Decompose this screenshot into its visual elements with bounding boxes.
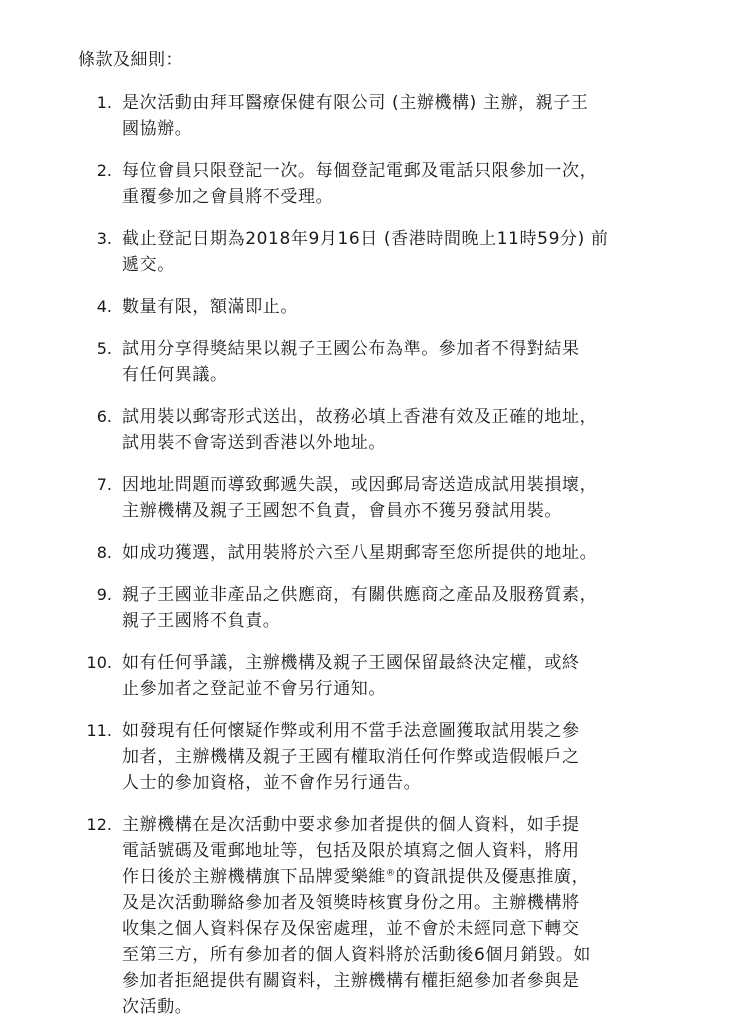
term-line: 親子王國將不負責。 — [122, 611, 281, 631]
term-line: 至第三方，所有參加者的個人資料將於活動後6個月銷毀。如 — [122, 945, 592, 965]
term-number: 12. — [86, 815, 112, 834]
term-text — [122, 650, 662, 702]
term-line: 參加者拒絕提供有關資料，主辦機構有權拒絕參加者參與是 — [122, 971, 580, 991]
term-line: 截止登記日期為2018年9月16日 (香港時間晚上11時59分) 前 — [122, 229, 609, 249]
term-line: 重覆參加之會員將不受理。 — [122, 187, 334, 207]
term-line-brand — [122, 864, 662, 890]
term-item-8 — [0, 540, 740, 566]
registered-mark: ® — [386, 868, 396, 879]
term-text — [122, 158, 662, 210]
term-line: 如發現有任何懷疑作弊或利用不當手法意圖獲取試用裝之參 — [122, 721, 580, 741]
term-item-2 — [0, 158, 740, 210]
terms-list — [0, 90, 740, 1036]
term-item-12 — [0, 812, 740, 1020]
term-line: 次活動。 — [122, 997, 193, 1017]
term-text — [122, 718, 662, 796]
term-line: 如成功獲選，試用裝將於六至八星期郵寄至您所提供的地址。 — [122, 543, 598, 563]
terms-heading: 條款及細則： — [78, 50, 183, 70]
term-text — [122, 540, 662, 566]
term-item-5 — [0, 336, 740, 388]
term-number: 6. — [96, 407, 112, 426]
term-line: 每位會員只限登記一次。每個登記電郵及電話只限參加一次， — [122, 161, 598, 181]
term-line: 親子王國並非產品之供應商，有關供應商之產品及服務質素， — [122, 585, 598, 605]
term-number: 11. — [86, 721, 112, 740]
brand-line-before: 作日後於主辦機構旗下品牌愛樂維 — [122, 867, 386, 887]
term-item-3 — [0, 226, 740, 278]
term-item-11 — [0, 718, 740, 796]
term-line: 人士的參加資格，並不會作另行通告。 — [122, 773, 422, 793]
term-text — [122, 294, 662, 320]
term-text — [122, 226, 662, 278]
term-text — [122, 336, 662, 388]
term-item-9 — [0, 582, 740, 634]
term-text — [122, 812, 662, 1020]
term-line: 有任何異議。 — [122, 365, 228, 385]
term-text — [122, 582, 662, 634]
term-number: 10. — [86, 653, 112, 672]
term-item-7 — [0, 472, 740, 524]
term-item-1 — [0, 90, 740, 142]
term-line: 是次活動由拜耳醫療保健有限公司 (主辦機構) 主辦，親子王 — [122, 93, 589, 113]
term-item-4 — [0, 294, 740, 320]
term-line: 遞交。 — [122, 255, 175, 275]
term-line: 收集之個人資料保存及保密處理，並不會於未經同意下轉交 — [122, 919, 580, 939]
term-line: 主辦機構在是次活動中要求參加者提供的個人資料，如手提 — [122, 815, 580, 835]
term-line: 加者，主辦機構及親子王國有權取消任何作弊或造假帳戶之 — [122, 747, 580, 767]
term-line: 試用裝以郵寄形式送出，故務必填上香港有效及正確的地址， — [122, 407, 598, 427]
term-text — [122, 90, 662, 142]
term-line: 止參加者之登記並不會另行通知。 — [122, 679, 386, 699]
term-line: 國協辦。 — [122, 119, 193, 139]
term-line: 如有任何爭議，主辦機構及親子王國保留最終決定權，或終 — [122, 653, 580, 673]
term-number: 2. — [96, 161, 112, 180]
term-number: 7. — [96, 475, 112, 494]
term-number: 8. — [96, 543, 112, 562]
term-line: 數量有限，額滿即止。 — [122, 297, 298, 317]
term-text — [122, 472, 662, 524]
term-line: 及是次活動聯絡參加者及領獎時核實身份之用。主辦機構將 — [122, 893, 580, 913]
term-line: 試用裝不會寄送到香港以外地址。 — [122, 433, 386, 453]
term-line: 試用分享得獎結果以親子王國公布為準。參加者不得對結果 — [122, 339, 580, 359]
term-number: 4. — [96, 297, 112, 316]
term-line: 主辦機構及親子王國恕不負責，會員亦不獲另發試用裝。 — [122, 501, 562, 521]
term-item-10 — [0, 650, 740, 702]
term-line: 電話號碼及電郵地址等，包括及限於填寫之個人資料，將用 — [122, 841, 580, 861]
term-text — [122, 404, 662, 456]
brand-line-after: 的資訊提供及優惠推廣， — [395, 867, 590, 887]
term-number: 5. — [96, 339, 112, 358]
term-number: 9. — [96, 585, 112, 604]
term-number: 3. — [96, 229, 112, 248]
term-number: 1. — [96, 93, 112, 112]
term-line: 因地址問題而導致郵遞失誤，或因郵局寄送造成試用裝損壞， — [122, 475, 598, 495]
term-item-6 — [0, 404, 740, 456]
